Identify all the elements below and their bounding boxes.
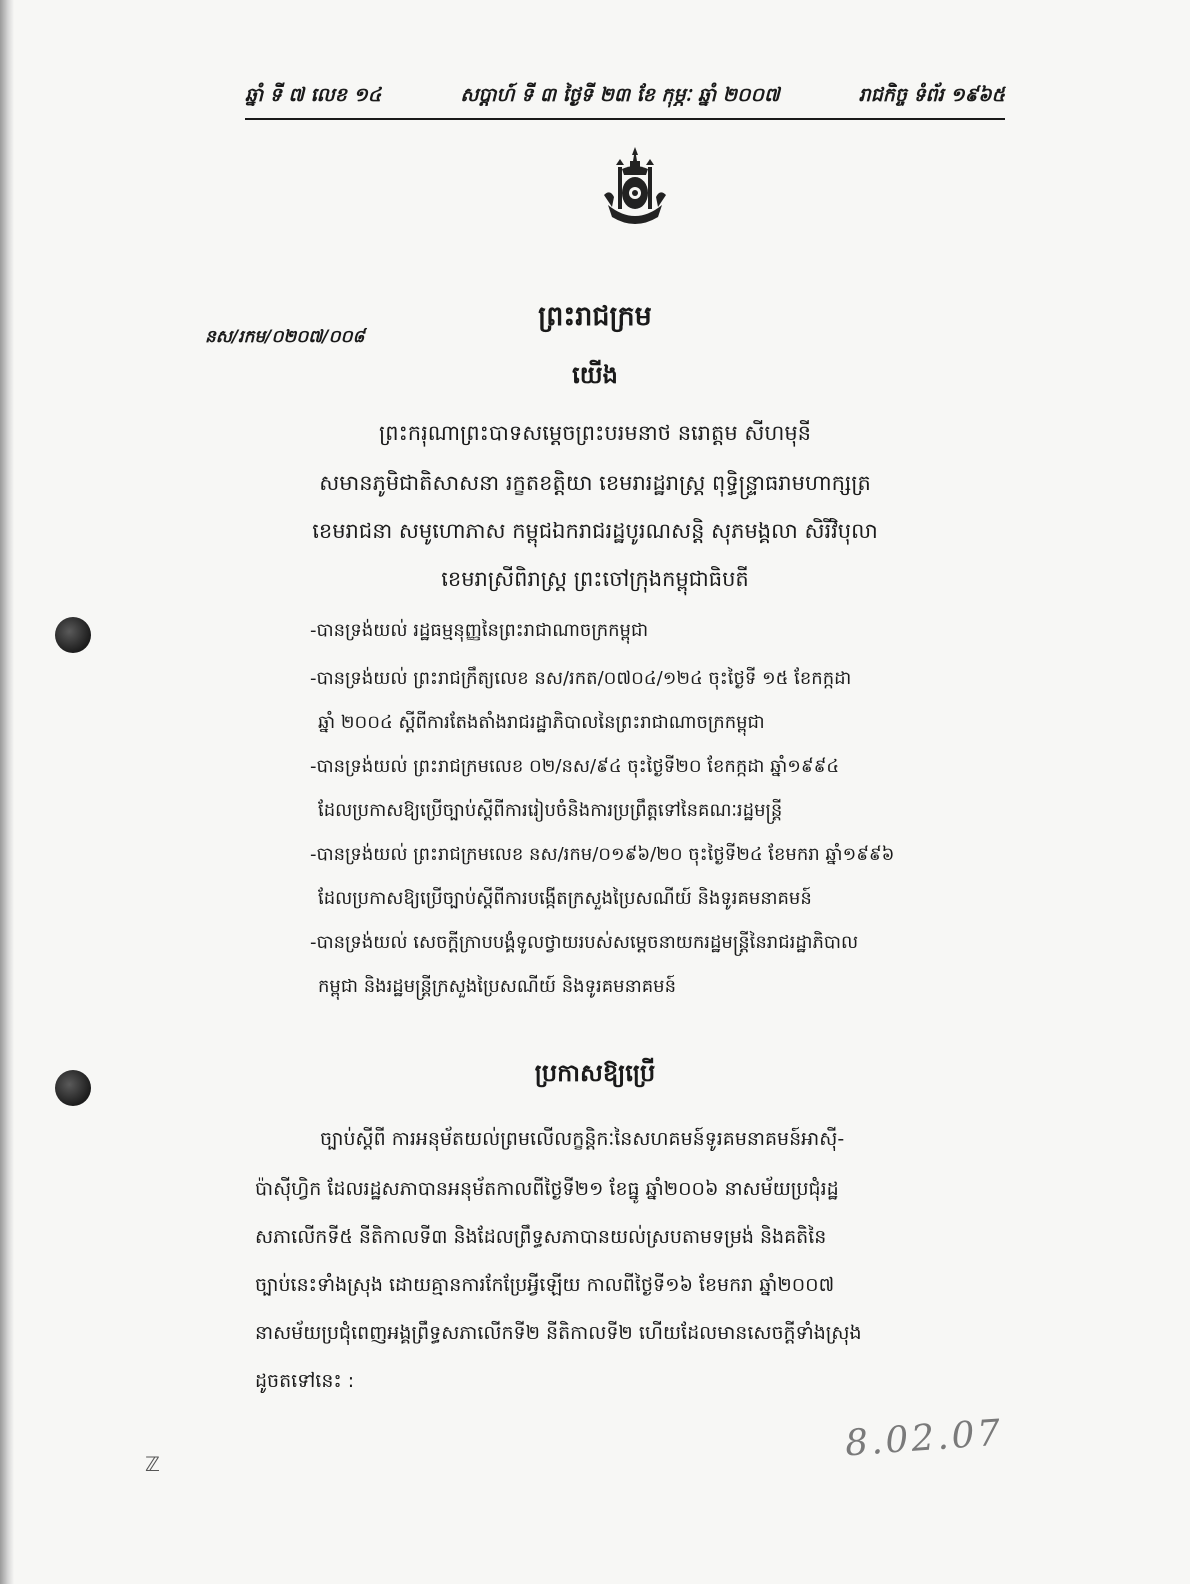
consideration-line: កម្ពុជា និងរដ្ឋមន្ត្រីក្រសួងប្រៃសណីយ៍ និងទូរគមនាគមន៍: [318, 976, 676, 997]
handwritten-date: 8.02.07: [843, 1412, 1005, 1465]
header-issue: ឆ្នាំ ទី ៧ លេខ ១៤: [245, 84, 382, 106]
punch-hole-bottom: [55, 1070, 91, 1106]
king-title-line-3: ខេមរាជនា សមូហោភាស កម្ពុជឯករាជរដ្ឋបូរណសន្តិ សុភមង្គលា សិរីវិបុលា: [312, 519, 878, 543]
king-title-line-1: ព្រះករុណាព្រះបាទសម្តេចព្រះបរមនាថ នរោត្តម សីហមុនី: [378, 421, 812, 445]
header-page: រាជកិច្ច ទំព័រ ១៩៦៥: [858, 84, 1005, 106]
body-line: ដូចតទៅនេះ :: [255, 1370, 355, 1392]
header-date: សប្តាហ៍ ទី ៣ ថ្ងៃទី ២៣ ខែ កុម្ភៈ ឆ្នាំ ២០០៧: [460, 84, 780, 106]
consideration-line: -បានទ្រង់យល់ សេចក្តីក្រាបបង្គំទូលថ្វាយរបស់សម្តេចនាយករដ្ឋមន្ត្រីនៃរាជរដ្ឋាភិបាល: [310, 932, 859, 953]
consideration-line: -បានទ្រង់យល់ ព្រះរាជក្រឹត្យលេខ នស/រកត/០៧០៤/១២៤ ចុះថ្ងៃទី ១៥ ខែកក្កដា: [310, 668, 852, 689]
handwritten-mark: ℤ: [145, 1452, 160, 1476]
consideration-line: ឆ្នាំ ២០០៤ ស្តីពីការតែងតាំងរាជរដ្ឋាភិបាលនៃព្រះរាជាណាចក្រកម្ពុជា: [318, 712, 765, 733]
consideration-line: ដែលប្រកាសឱ្យប្រើច្បាប់ស្តីពីការបង្កើតក្រសួងប្រៃសណីយ៍ និងទូរគមនាគមន៍: [318, 888, 812, 909]
document-title: ព្រះរាជក្រម: [538, 301, 652, 332]
king-title-line-2: សមានភូមិជាតិសាសនា រក្ខតខត្តិយា ខេមរារដ្ឋរាស្ត្រ ពុទ្ធិន្ទ្រាធរាមហាក្សត្រ: [319, 471, 871, 495]
body-line: ច្បាប់ស្តីពី ការអនុម័តយល់ព្រមលើលក្ខន្តិកៈនៃសហគមន៍ទូរគមនាគមន៍អាស៊ី-: [320, 1128, 845, 1150]
consideration-line: ដែលប្រកាសឱ្យប្រើច្បាប់ស្តីពីការរៀបចំនិងការប្រព្រឹត្តទៅនៃគណៈរដ្ឋមន្ត្រី: [318, 800, 783, 821]
body-line: សភាលើកទី៥ នីតិកាលទី៣ និងដែលព្រឹទ្ធសភាបានយល់ស្របតាមទម្រង់ និងគតិនៃ: [255, 1226, 827, 1248]
proclaim-heading: ប្រកាសឱ្យប្រើ: [534, 1059, 656, 1087]
scan-edge-shadow: [0, 0, 14, 1584]
body-line: ច្បាប់នេះទាំងស្រុង ដោយគ្មានការកែប្រែអ្វីឡើយ កាលពីថ្ងៃទី១៦ ខែមករា ឆ្នាំ២០០៧: [255, 1274, 835, 1296]
consideration-line: -បានទ្រង់យល់ ព្រះរាជក្រមលេខ នស/រកម/០១៩៦/២០ ចុះថ្ងៃទី២៤ ខែមករា ឆ្នាំ១៩៩៦: [310, 844, 895, 865]
punch-hole-top: [55, 617, 91, 653]
body-line: នាសម័យប្រជុំពេញអង្គព្រឹទ្ធសភាលើកទី២ នីតិកាលទី២ ហើយដែលមានសេចក្តីទាំងស្រុង: [255, 1322, 862, 1344]
king-title-line-4: ខេមរាស្រីពិរាស្ត្រ ព្រះចៅក្រុងកម្ពុជាធិបតី: [441, 567, 749, 591]
decree-reference-number: នស/រកម/០២០៧/០០៨: [205, 327, 365, 347]
body-line: ប៉ាស៊ីហ្វិក ដែលរដ្ឋសភាបានអនុម័តកាលពីថ្ងៃទី២១ ខែធ្នូ ឆ្នាំ២០០៦ នាសម័យប្រជុំរដ្ឋ: [255, 1178, 839, 1200]
consideration-line: -បានទ្រង់យល់ រដ្ឋធម្មនុញ្ញនៃព្រះរាជាណាចក្រកម្ពុជា: [310, 620, 649, 641]
royal-emblem-icon: [600, 145, 670, 230]
gazette-header: [245, 80, 1005, 120]
we-heading: យើង: [572, 361, 618, 389]
consideration-line: -បានទ្រង់យល់ ព្រះរាជក្រមលេខ ០២/នស/៩៤ ចុះថ្ងៃទី២០ ខែកក្កដា ឆ្នាំ១៩៩៤: [310, 756, 840, 777]
